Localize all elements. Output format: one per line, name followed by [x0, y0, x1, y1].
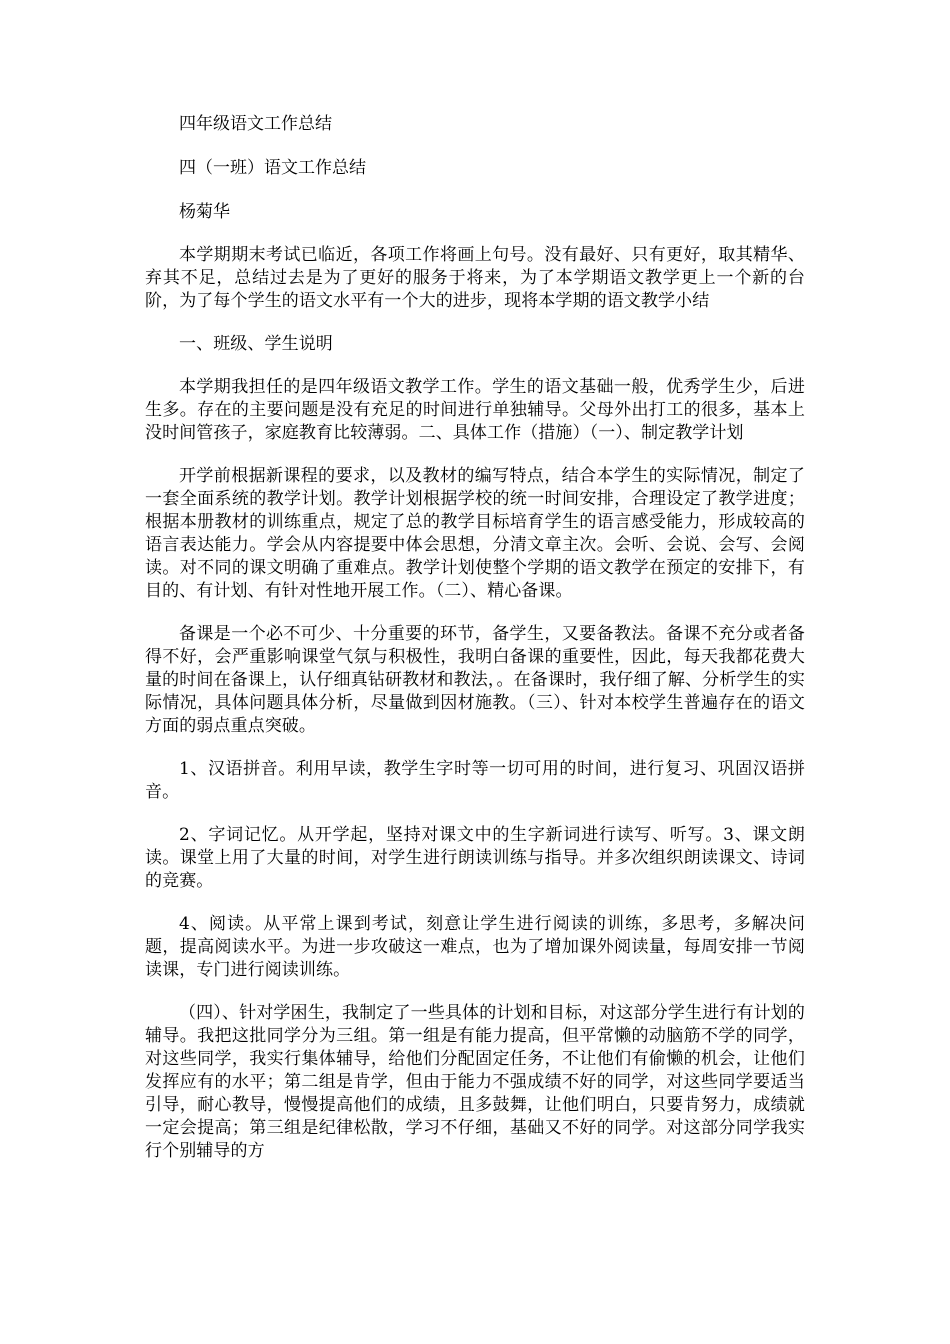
paragraph-intro: 本学期期末考试已临近，各项工作将画上句号。没有最好、只有更好，取其精华、弃其不足，总结过去是为了更好的服务于将来，为了本学期语文教学更上一个新的台阶，为了每个学生的语文水平有一个大的进步，现将本学期的语文教学小结 — [145, 245, 805, 311]
paragraph-reading: 4、阅读。从平常上课到考试，刻意让学生进行阅读的训练，多思考，多解决问题，提高阅读水平。为进一步攻破这一难点，也为了增加课外阅读量，每周安排一节阅读课，专门进行阅读训练。 — [145, 914, 805, 980]
document-author: 杨菊华 — [179, 202, 230, 222]
document-title: 四年级语文工作总结 — [179, 114, 332, 134]
paragraph-lesson-preparation: 备课是一个必不可少、十分重要的环节，备学生，又要备教法。备课不充分或者备得不好，会严重影响课堂气氛与积极性，我明白备课的重要性，因此，每天我都花费大量的时间在备课上，认仔细真钻研教材和教法，。在备课时，我仔细了解、分析学生的实际情况，具体问题具体分析，尽量做到因材施教。（三）、针对本校学生普遍存在的语文方面的弱点重点突破。 — [145, 624, 805, 736]
paragraph-teaching-plan: 开学前根据新课程的要求，以及教材的编写特点，结合本学生的实际情况，制定了一套全面系统的教学计划。教学计划根据学校的统一时间安排，合理设定了教学进度；根据本册教材的训练重点，规定了总的教学目标培育学生的语言感受能力，形成较高的语言表达能力。学会从内容提要中体会思想，分清文章主次。会听、会说、会写、会阅读。对不同的课文明确了重难点。教学计划使整个学期的语文教学在预定的安排下，有目的、有计划、有针对性地开展工作。（二）、精心备课。 — [145, 466, 805, 601]
paragraph-struggling-students: （四）、针对学困生，我制定了一些具体的计划和目标，对这部分学生进行有计划的辅导。我把这批同学分为三组。第一组是有能力提高，但平常懒的动脑筋不学的同学，对这些同学，我实行集体辅导，给他们分配固定任务，不让他们有偷懒的机会，让他们发挥应有的水平；第二组是肯学，但由于能力不强成绩不好的同学，对这些同学要适当引导，耐心教导，慢慢提高他们的成绩，且多鼓舞，让他们明白，只要肯努力，成绩就一定会提高；第三组是纪律松散，学习不仔细，基础又不好的同学。对这部分同学我实行个别辅导的方 — [145, 1003, 805, 1161]
section-heading-class-students: 一、班级、学生说明 — [179, 334, 333, 354]
paragraph-vocabulary: 2、字词记忆。从开学起，坚持对课文中的生字新词进行读写、听写。3、课文朗读。课堂上用了大量的时间，对学生进行朗读训练与指导。并多次组织朗读课文、诗词的竞赛。 — [145, 825, 805, 891]
paragraph-pinyin: 1、汉语拼音。利用早读，教学生字时等一切可用的时间，进行复习、巩固汉语拼音。 — [145, 759, 805, 802]
document-body — [145, 112, 805, 1183]
paragraph-class-description: 本学期我担任的是四年级语文教学工作。学生的语文基础一般，优秀学生少，后进生多。存在的主要问题是没有充足的时间进行单独辅导。父母外出打工的很多，基本上没时间管孩子，家庭教育比较薄弱。二、具体工作（措施）（一）、制定教学计划 — [145, 377, 805, 443]
document-subtitle: 四（一班）语文工作总结 — [179, 158, 366, 178]
